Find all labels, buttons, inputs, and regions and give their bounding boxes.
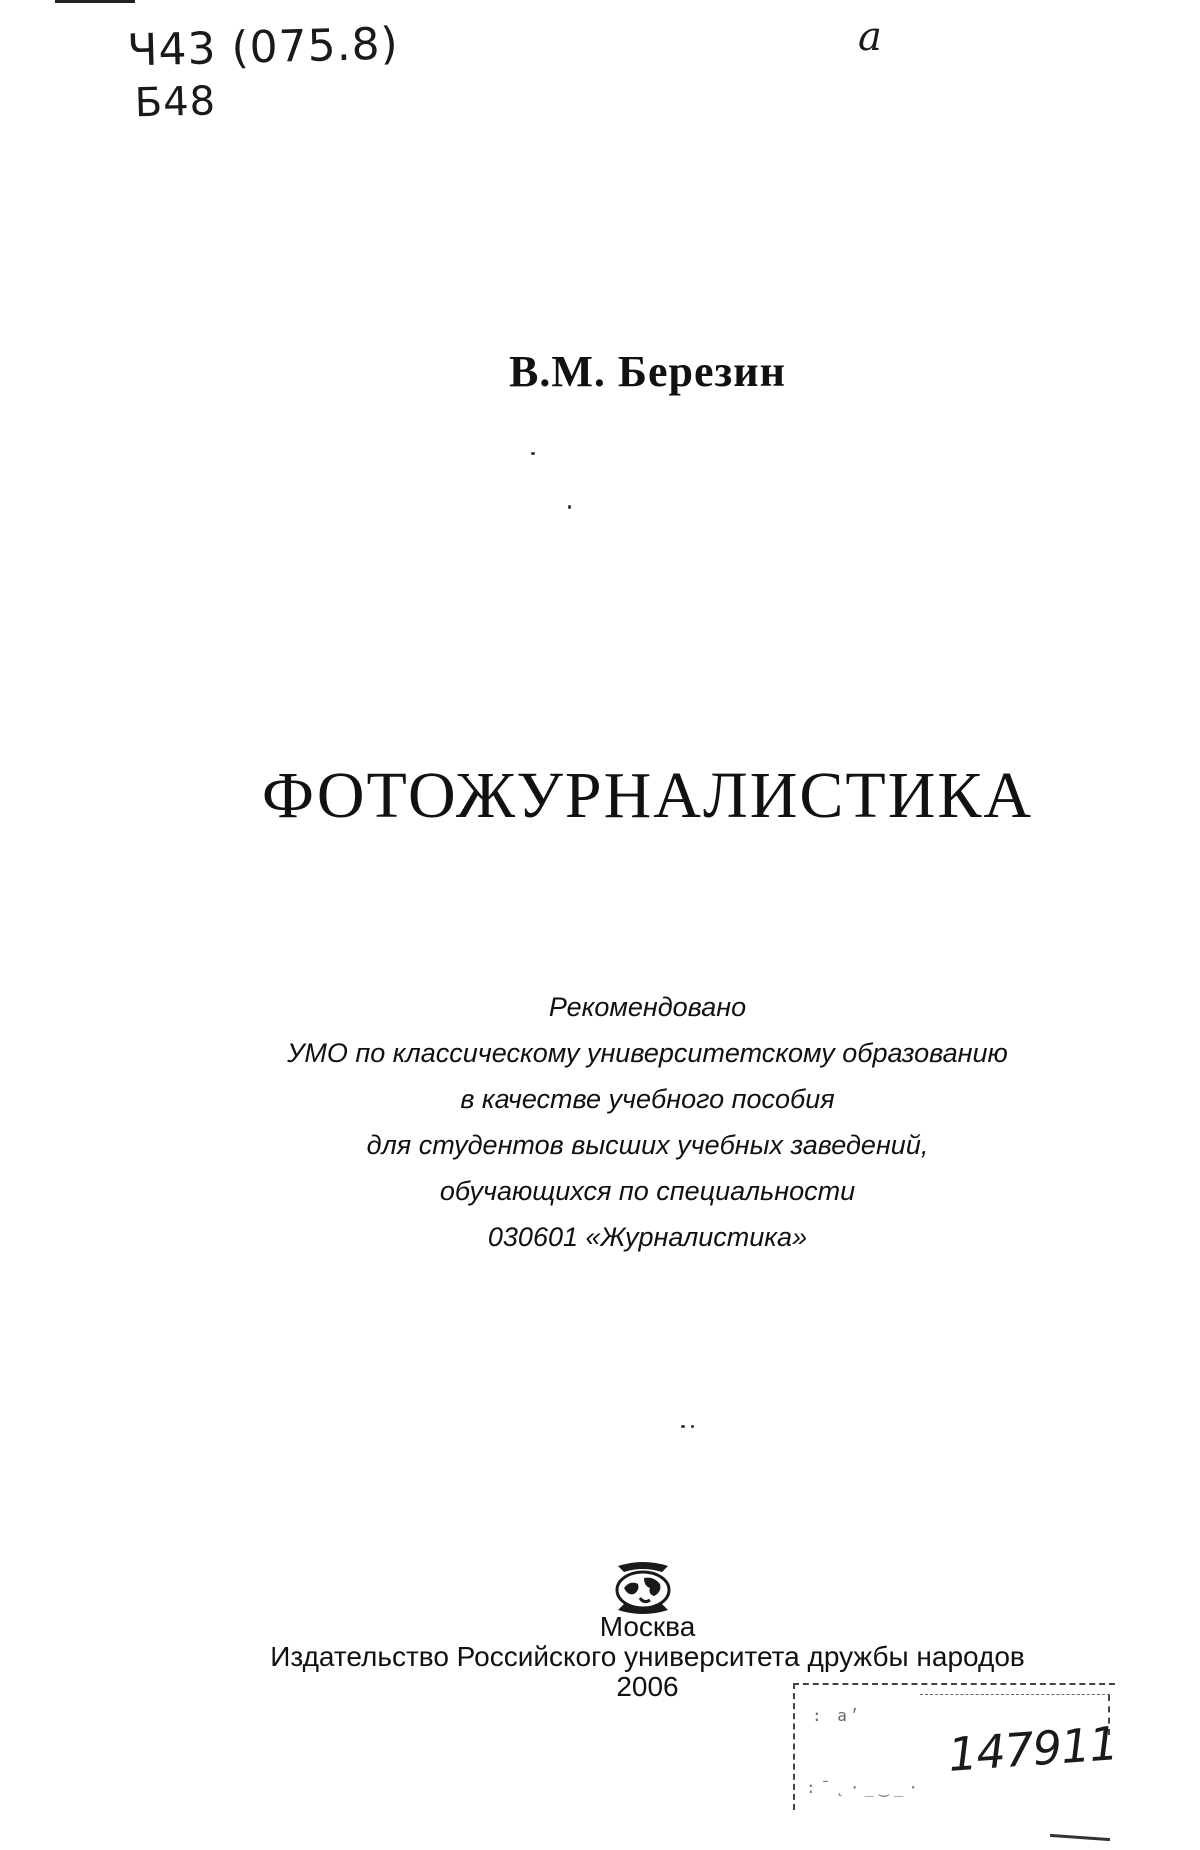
- recommendation-line: обучающихся по специальности: [439, 1176, 856, 1206]
- recommendation-line: 030601 «Журналистика»: [487, 1222, 808, 1252]
- scan-speck: [568, 505, 571, 509]
- imprint-publisher: Издательство Российского университета дружбы народов: [270, 1641, 1025, 1672]
- handwritten-inventory-number: 147911: [946, 1716, 1120, 1782]
- stamp-line: [920, 1694, 1110, 1695]
- scan-edge-mark: [1050, 1834, 1110, 1841]
- scan-speck: [681, 1425, 685, 1428]
- stamp-faded-text: : а׳: [812, 1706, 863, 1725]
- imprint-year: 2006: [616, 1671, 679, 1702]
- scan-edge-mark: [55, 0, 135, 3]
- author-name: В.М. Березин: [509, 347, 786, 396]
- recommendation-line: УМО по классическому университетскому образованию: [287, 1038, 1008, 1068]
- globe-publisher-logo-icon: [610, 1560, 676, 1616]
- handwritten-shelfmark: [127, 18, 401, 129]
- handwritten-corner-note: a: [858, 14, 882, 60]
- shelfmark-classification: Ч43 (075.8): [126, 18, 400, 77]
- recommendation-block: [0, 984, 1200, 1260]
- scan-speck: [531, 452, 535, 455]
- recommendation-line: в качестве учебного пособия: [460, 1084, 835, 1114]
- book-title: ФОТОЖУРНАЛИСТИКА: [261, 759, 1034, 832]
- recommendation-line: для студентов высших учебных заведений,: [366, 1130, 929, 1160]
- scan-speck: [691, 1425, 694, 1428]
- imprint-city: Москва: [599, 1611, 696, 1642]
- stamp-faded-text: :ˉ˛·_‿_·: [806, 1778, 924, 1797]
- recommendation-line: Рекомендовано: [548, 992, 747, 1022]
- shelfmark-author-code: Б48: [134, 78, 217, 127]
